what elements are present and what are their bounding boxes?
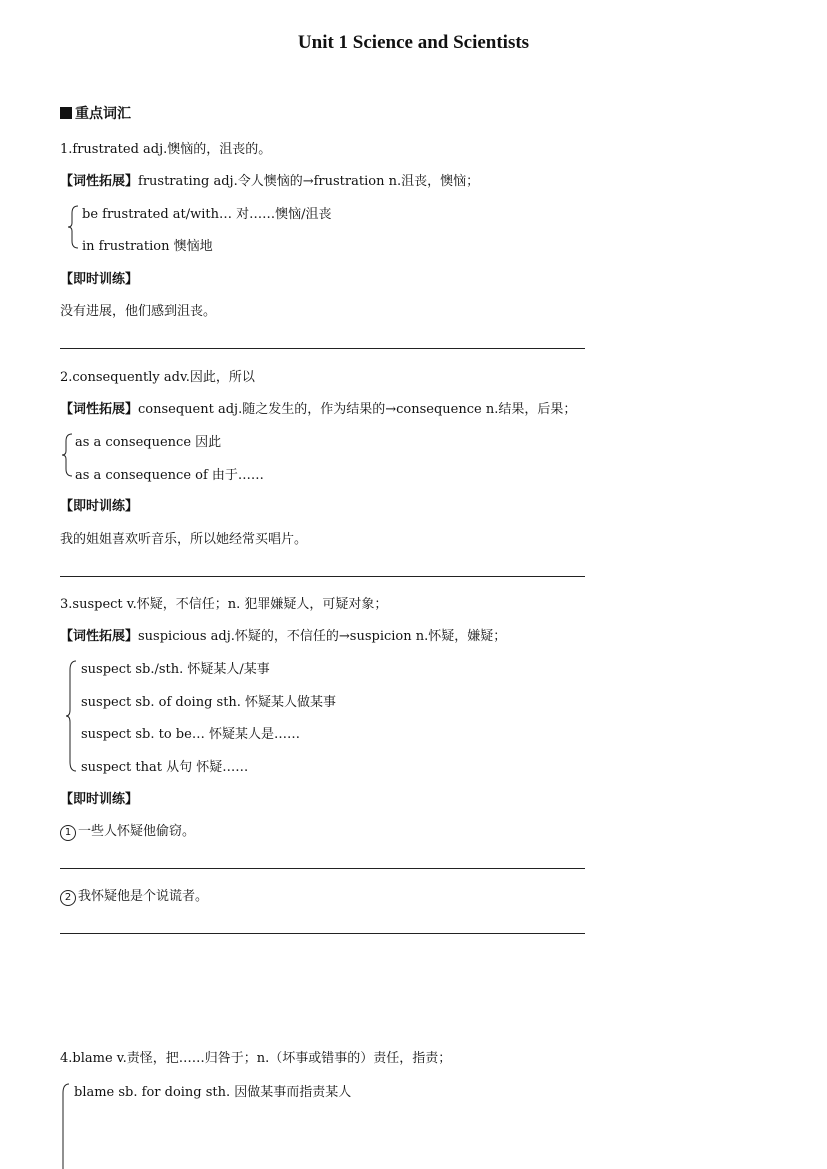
word-1-ext-text: frustrating adj.令人懊恼的→frustration n.沮丧，懊恼； xyxy=(138,174,480,189)
word-1-head: 1.frustrated adj.懊恼的，沮丧的。 xyxy=(60,142,272,157)
word-3-practice-1 xyxy=(60,820,195,841)
word-1-phrase-2: in frustration 懊恼地 xyxy=(82,239,213,254)
ext-label: 【词性拓展】 xyxy=(60,174,139,189)
word-3-head: 3.suspect v.怀疑，不信任；n. 犯罪嫌疑人，可疑对象； xyxy=(60,597,388,612)
word-2-practice: 我的姐姐喜欢听音乐，所以她经常买唱片。 xyxy=(60,532,308,547)
word-3-phrase-2: suspect sb. of doing sth. 怀疑某人做某事 xyxy=(81,695,337,710)
word-2-head: 2.consequently adv.因此，所以 xyxy=(60,370,255,385)
practice-label: 【即时训练】 xyxy=(60,792,139,807)
section-heading xyxy=(60,103,131,123)
square-bullet-icon xyxy=(60,107,72,119)
word-2-ext xyxy=(60,398,576,417)
word-4-head: 4.blame v.责怪，把……归咎于；n.（坏事或错事的）责任，指责； xyxy=(60,1051,452,1066)
word-2-ext-text: consequent adj.随之发生的，作为结果的→consequence n.结果，后果； xyxy=(138,402,577,417)
answer-line xyxy=(60,933,585,934)
word-4-phrase-1: blame sb. for doing sth. 因做某事而指责某人 xyxy=(74,1085,352,1100)
word-3-phrase-1: suspect sb./sth. 怀疑某人/某事 xyxy=(81,662,270,677)
word-3-phrase-4: suspect that 从句 怀疑…… xyxy=(81,760,249,775)
ext-label: 【词性拓展】 xyxy=(60,629,139,644)
brace-icon xyxy=(57,1083,71,1169)
word-1-practice: 没有进展，他们感到沮丧。 xyxy=(60,304,217,319)
ext-label: 【词性拓展】 xyxy=(60,402,139,417)
practice-label: 【即时训练】 xyxy=(60,272,139,287)
circled-number-1: 1 xyxy=(60,825,76,841)
word-3-ext-text: suspicious adj.怀疑的，不信任的→suspicion n.怀疑，嫌疑； xyxy=(138,629,507,644)
brace-icon xyxy=(64,660,78,772)
word-3-practice-1-text: 一些人怀疑他偷窃。 xyxy=(78,824,196,839)
word-3-practice-2-text: 我怀疑他是个说谎者。 xyxy=(78,889,209,904)
section-heading-text: 重点词汇 xyxy=(75,106,131,122)
word-3-ext xyxy=(60,625,506,644)
page-title: Unit 1 Science and Scientists xyxy=(297,32,530,53)
word-1-phrase-1: be frustrated at/with… 对……懊恼/沮丧 xyxy=(82,207,332,222)
answer-line xyxy=(60,576,585,577)
brace-icon xyxy=(66,205,80,249)
word-1-ext xyxy=(60,170,479,189)
circled-number-2: 2 xyxy=(60,890,76,906)
word-3-phrase-3: suspect sb. to be… 怀疑某人是…… xyxy=(81,727,300,742)
answer-line xyxy=(60,348,585,349)
word-3-practice-2 xyxy=(60,885,208,906)
practice-label: 【即时训练】 xyxy=(60,499,139,514)
word-2-phrase-2: as a consequence of 由于…… xyxy=(75,468,264,483)
answer-line xyxy=(60,868,585,869)
word-2-phrase-1: as a consequence 因此 xyxy=(75,435,222,450)
brace-icon xyxy=(60,433,74,477)
